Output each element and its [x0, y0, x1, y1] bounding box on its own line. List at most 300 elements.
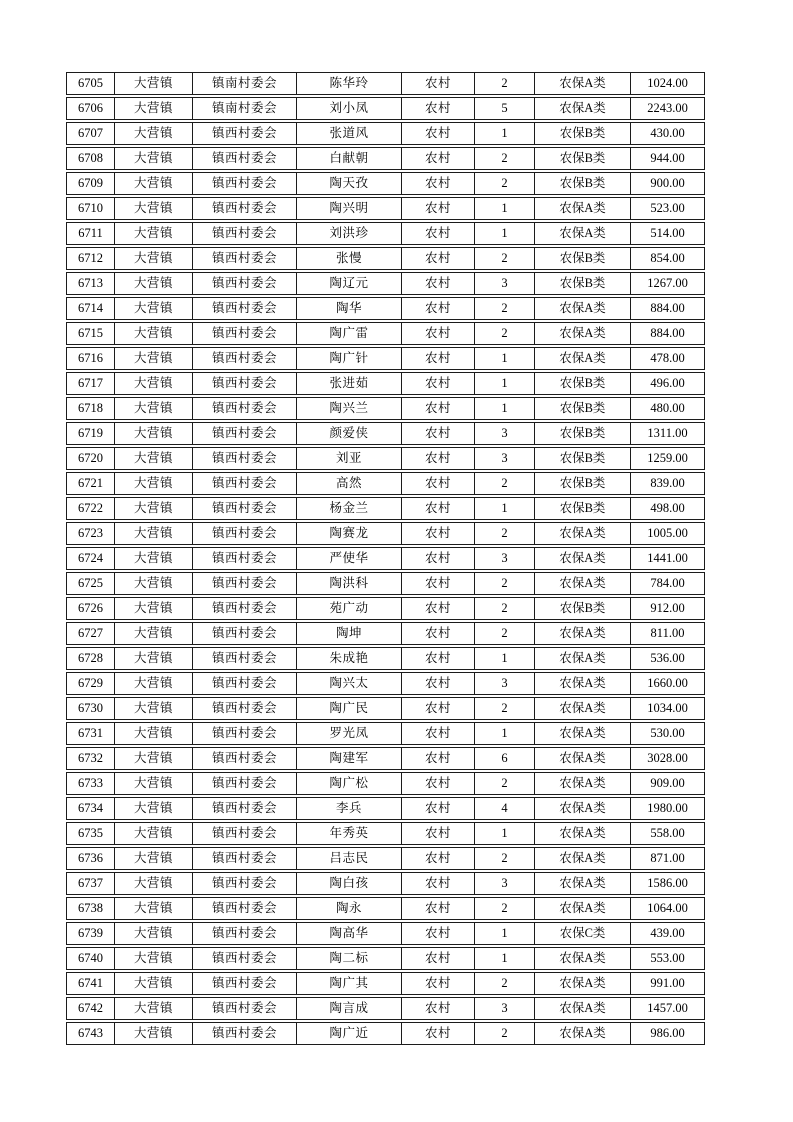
cell-count: 1 [474, 398, 534, 419]
cell-amount: 1267.00 [630, 273, 704, 294]
cell-category: 农保A类 [534, 723, 630, 744]
cell-amount: 854.00 [630, 248, 704, 269]
cell-town: 大营镇 [114, 773, 192, 794]
table-row [66, 772, 705, 795]
cell-seq: 6717 [78, 376, 103, 390]
cell-village: 镇西村委会 [192, 423, 296, 444]
cell-seq: 6706 [78, 101, 103, 115]
table-row [66, 347, 705, 370]
cell-category: 农保A类 [534, 198, 630, 219]
cell-amount: 811.00 [630, 623, 704, 644]
cell-amount: 1259.00 [630, 448, 704, 469]
cell-name: 刘洪珍 [296, 223, 401, 244]
cell-village: 镇西村委会 [192, 973, 296, 994]
cell-name: 杨金兰 [296, 498, 401, 519]
cell-count: 3 [474, 448, 534, 469]
cell-category: 农保A类 [534, 998, 630, 1019]
cell-amount: 884.00 [630, 323, 704, 344]
cell-village: 镇西村委会 [192, 573, 296, 594]
cell-name: 陶广针 [296, 348, 401, 369]
table-row [66, 872, 705, 895]
cell-residence: 农村 [401, 373, 474, 394]
cell-seq: 6715 [78, 326, 103, 340]
cell-town: 大营镇 [114, 873, 192, 894]
cell-category: 农保B类 [534, 148, 630, 169]
cell-count: 3 [474, 423, 534, 444]
cell-name: 白献朝 [296, 148, 401, 169]
table-row [66, 197, 705, 220]
cell-town: 大营镇 [114, 923, 192, 944]
cell-seq: 6731 [78, 726, 103, 740]
cell-village: 镇西村委会 [192, 473, 296, 494]
table-row [66, 947, 705, 970]
cell-village: 镇西村委会 [192, 123, 296, 144]
cell-seq: 6714 [78, 301, 103, 315]
cell-town: 大营镇 [114, 673, 192, 694]
cell-category: 农保C类 [534, 923, 630, 944]
cell-village: 镇西村委会 [192, 248, 296, 269]
cell-seq: 6743 [78, 1026, 103, 1040]
cell-count: 2 [474, 773, 534, 794]
cell-residence: 农村 [401, 798, 474, 819]
cell-residence: 农村 [401, 948, 474, 969]
cell-category: 农保A类 [534, 898, 630, 919]
cell-town: 大营镇 [114, 248, 192, 269]
cell-residence: 农村 [401, 473, 474, 494]
cell-name: 刘小凤 [296, 98, 401, 119]
cell-count: 2 [474, 573, 534, 594]
cell-seq: 6735 [78, 826, 103, 840]
cell-amount: 558.00 [630, 823, 704, 844]
cell-town: 大营镇 [114, 623, 192, 644]
cell-residence: 农村 [401, 623, 474, 644]
cell-residence: 农村 [401, 273, 474, 294]
cell-town: 大营镇 [114, 148, 192, 169]
cell-name: 罗光凤 [296, 723, 401, 744]
cell-amount: 1024.00 [630, 73, 704, 94]
cell-amount: 1980.00 [630, 798, 704, 819]
cell-name: 陶广松 [296, 773, 401, 794]
cell-category: 农保A类 [534, 648, 630, 669]
cell-village: 镇西村委会 [192, 823, 296, 844]
cell-amount: 944.00 [630, 148, 704, 169]
cell-residence: 农村 [401, 698, 474, 719]
cell-seq: 6734 [78, 801, 103, 815]
cell-count: 3 [474, 673, 534, 694]
cell-seq: 6709 [78, 176, 103, 190]
cell-residence: 农村 [401, 323, 474, 344]
cell-name: 朱成艳 [296, 648, 401, 669]
cell-seq: 6710 [78, 201, 103, 215]
table-row [66, 622, 705, 645]
cell-amount: 1005.00 [630, 523, 704, 544]
cell-village: 镇南村委会 [192, 73, 296, 94]
cell-name: 年秀英 [296, 823, 401, 844]
table-row [66, 472, 705, 495]
cell-village: 镇西村委会 [192, 998, 296, 1019]
cell-count: 3 [474, 273, 534, 294]
cell-category: 农保A类 [534, 298, 630, 319]
cell-count: 2 [474, 473, 534, 494]
cell-seq: 6720 [78, 451, 103, 465]
table-row [66, 597, 705, 620]
cell-category: 农保A类 [534, 698, 630, 719]
cell-residence: 农村 [401, 123, 474, 144]
cell-category: 农保A类 [534, 548, 630, 569]
cell-seq: 6733 [78, 776, 103, 790]
cell-town: 大营镇 [114, 273, 192, 294]
cell-count: 1 [474, 923, 534, 944]
cell-residence: 农村 [401, 648, 474, 669]
cell-town: 大营镇 [114, 973, 192, 994]
cell-name: 陶广民 [296, 698, 401, 719]
cell-town: 大营镇 [114, 698, 192, 719]
cell-name: 陶言成 [296, 998, 401, 1019]
cell-village: 镇西村委会 [192, 448, 296, 469]
cell-residence: 农村 [401, 723, 474, 744]
cell-count: 3 [474, 873, 534, 894]
cell-count: 1 [474, 198, 534, 219]
cell-category: 农保B类 [534, 248, 630, 269]
cell-town: 大营镇 [114, 823, 192, 844]
cell-village: 镇西村委会 [192, 498, 296, 519]
cell-seq: 6726 [78, 601, 103, 615]
cell-amount: 1586.00 [630, 873, 704, 894]
cell-category: 农保B类 [534, 598, 630, 619]
cell-category: 农保B类 [534, 473, 630, 494]
cell-town: 大营镇 [114, 223, 192, 244]
cell-name: 陶兴明 [296, 198, 401, 219]
cell-residence: 农村 [401, 898, 474, 919]
cell-residence: 农村 [401, 1023, 474, 1044]
cell-amount: 3028.00 [630, 748, 704, 769]
cell-count: 2 [474, 598, 534, 619]
cell-category: 农保A类 [534, 1023, 630, 1044]
cell-name: 陶广近 [296, 1023, 401, 1044]
cell-village: 镇西村委会 [192, 298, 296, 319]
cell-town: 大营镇 [114, 498, 192, 519]
cell-name: 颜爱侠 [296, 423, 401, 444]
cell-amount: 1311.00 [630, 423, 704, 444]
cell-seq: 6713 [78, 276, 103, 290]
cell-amount: 514.00 [630, 223, 704, 244]
cell-amount: 536.00 [630, 648, 704, 669]
cell-category: 农保A类 [534, 873, 630, 894]
cell-residence: 农村 [401, 573, 474, 594]
cell-count: 2 [474, 698, 534, 719]
cell-residence: 农村 [401, 148, 474, 169]
cell-count: 1 [474, 823, 534, 844]
cell-category: 农保A类 [534, 348, 630, 369]
cell-town: 大营镇 [114, 123, 192, 144]
table-row [66, 397, 705, 420]
cell-name: 陶广其 [296, 973, 401, 994]
cell-count: 4 [474, 798, 534, 819]
cell-category: 农保A类 [534, 948, 630, 969]
cell-residence: 农村 [401, 748, 474, 769]
table-row [66, 822, 705, 845]
cell-seq: 6708 [78, 151, 103, 165]
cell-amount: 871.00 [630, 848, 704, 869]
cell-category: 农保A类 [534, 623, 630, 644]
table-row [66, 497, 705, 520]
cell-town: 大营镇 [114, 548, 192, 569]
cell-town: 大营镇 [114, 73, 192, 94]
table-row [66, 297, 705, 320]
cell-residence: 农村 [401, 423, 474, 444]
cell-town: 大营镇 [114, 798, 192, 819]
cell-town: 大营镇 [114, 848, 192, 869]
records-table [66, 72, 705, 1047]
cell-amount: 986.00 [630, 1023, 704, 1044]
cell-amount: 1441.00 [630, 548, 704, 569]
cell-seq: 6718 [78, 401, 103, 415]
cell-count: 3 [474, 998, 534, 1019]
cell-category: 农保A类 [534, 823, 630, 844]
table-row [66, 1022, 705, 1045]
cell-category: 农保B类 [534, 448, 630, 469]
cell-name: 李兵 [296, 798, 401, 819]
cell-amount: 496.00 [630, 373, 704, 394]
cell-name: 陶辽元 [296, 273, 401, 294]
table-row [66, 897, 705, 920]
cell-residence: 农村 [401, 848, 474, 869]
cell-residence: 农村 [401, 173, 474, 194]
cell-amount: 1034.00 [630, 698, 704, 719]
cell-amount: 1457.00 [630, 998, 704, 1019]
cell-seq: 6730 [78, 701, 103, 715]
cell-village: 镇西村委会 [192, 148, 296, 169]
cell-amount: 884.00 [630, 298, 704, 319]
table-row [66, 647, 705, 670]
cell-seq: 6736 [78, 851, 103, 865]
cell-amount: 784.00 [630, 573, 704, 594]
cell-name: 陶建军 [296, 748, 401, 769]
cell-village: 镇西村委会 [192, 398, 296, 419]
table-row [66, 247, 705, 270]
cell-name: 苑广动 [296, 598, 401, 619]
cell-seq: 6711 [78, 226, 103, 240]
cell-residence: 农村 [401, 548, 474, 569]
cell-name: 严使华 [296, 548, 401, 569]
table-row [66, 722, 705, 745]
cell-seq: 6721 [78, 476, 103, 490]
cell-category: 农保A类 [534, 673, 630, 694]
cell-village: 镇西村委会 [192, 623, 296, 644]
cell-amount: 523.00 [630, 198, 704, 219]
cell-category: 农保A类 [534, 98, 630, 119]
table-row [66, 972, 705, 995]
cell-name: 陶高华 [296, 923, 401, 944]
cell-seq: 6729 [78, 676, 103, 690]
cell-category: 农保A类 [534, 773, 630, 794]
cell-amount: 839.00 [630, 473, 704, 494]
cell-count: 2 [474, 323, 534, 344]
table-row [66, 97, 705, 120]
cell-count: 6 [474, 748, 534, 769]
cell-category: 农保A类 [534, 748, 630, 769]
cell-town: 大营镇 [114, 298, 192, 319]
cell-seq: 6716 [78, 351, 103, 365]
cell-village: 镇西村委会 [192, 773, 296, 794]
cell-name: 陶兴太 [296, 673, 401, 694]
cell-count: 2 [474, 173, 534, 194]
cell-category: 农保A类 [534, 848, 630, 869]
cell-town: 大营镇 [114, 448, 192, 469]
cell-village: 镇西村委会 [192, 223, 296, 244]
cell-town: 大营镇 [114, 173, 192, 194]
cell-town: 大营镇 [114, 423, 192, 444]
cell-seq: 6705 [78, 76, 103, 90]
cell-seq: 6741 [78, 976, 103, 990]
table-row [66, 922, 705, 945]
cell-category: 农保B类 [534, 273, 630, 294]
cell-amount: 553.00 [630, 948, 704, 969]
cell-village: 镇西村委会 [192, 898, 296, 919]
cell-village: 镇西村委会 [192, 848, 296, 869]
cell-residence: 农村 [401, 248, 474, 269]
cell-count: 2 [474, 848, 534, 869]
cell-count: 2 [474, 623, 534, 644]
cell-name: 高然 [296, 473, 401, 494]
cell-amount: 478.00 [630, 348, 704, 369]
cell-seq: 6722 [78, 501, 103, 515]
table-row [66, 672, 705, 695]
cell-amount: 498.00 [630, 498, 704, 519]
cell-town: 大营镇 [114, 373, 192, 394]
cell-residence: 农村 [401, 348, 474, 369]
table-row [66, 147, 705, 170]
cell-category: 农保B类 [534, 423, 630, 444]
cell-town: 大营镇 [114, 348, 192, 369]
cell-category: 农保B类 [534, 398, 630, 419]
cell-town: 大营镇 [114, 948, 192, 969]
cell-count: 2 [474, 898, 534, 919]
table-row [66, 222, 705, 245]
table-row [66, 372, 705, 395]
cell-count: 2 [474, 973, 534, 994]
cell-seq: 6725 [78, 576, 103, 590]
cell-amount: 912.00 [630, 598, 704, 619]
table-row [66, 122, 705, 145]
cell-seq: 6739 [78, 926, 103, 940]
cell-category: 农保A类 [534, 523, 630, 544]
cell-town: 大营镇 [114, 473, 192, 494]
cell-village: 镇西村委会 [192, 923, 296, 944]
cell-category: 农保A类 [534, 223, 630, 244]
table-row [66, 572, 705, 595]
cell-amount: 430.00 [630, 123, 704, 144]
cell-count: 1 [474, 498, 534, 519]
table-row [66, 172, 705, 195]
cell-amount: 1660.00 [630, 673, 704, 694]
table-row [66, 547, 705, 570]
cell-name: 陶广雷 [296, 323, 401, 344]
table-row [66, 447, 705, 470]
cell-residence: 农村 [401, 673, 474, 694]
table-row [66, 272, 705, 295]
cell-residence: 农村 [401, 298, 474, 319]
cell-category: 农保B类 [534, 498, 630, 519]
table-row [66, 747, 705, 770]
cell-residence: 农村 [401, 923, 474, 944]
cell-residence: 农村 [401, 398, 474, 419]
cell-count: 2 [474, 523, 534, 544]
cell-seq: 6712 [78, 251, 103, 265]
cell-amount: 991.00 [630, 973, 704, 994]
table-row [66, 322, 705, 345]
cell-name: 陶永 [296, 898, 401, 919]
cell-count: 1 [474, 373, 534, 394]
cell-village: 镇西村委会 [192, 548, 296, 569]
cell-village: 镇西村委会 [192, 948, 296, 969]
table-row [66, 72, 705, 95]
cell-residence: 农村 [401, 823, 474, 844]
cell-name: 张道风 [296, 123, 401, 144]
cell-village: 镇西村委会 [192, 273, 296, 294]
cell-village: 镇西村委会 [192, 323, 296, 344]
cell-seq: 6724 [78, 551, 103, 565]
cell-town: 大营镇 [114, 573, 192, 594]
cell-count: 1 [474, 723, 534, 744]
cell-amount: 480.00 [630, 398, 704, 419]
cell-residence: 农村 [401, 873, 474, 894]
cell-category: 农保B类 [534, 173, 630, 194]
cell-amount: 909.00 [630, 773, 704, 794]
cell-village: 镇西村委会 [192, 198, 296, 219]
cell-village: 镇西村委会 [192, 698, 296, 719]
cell-town: 大营镇 [114, 1023, 192, 1044]
cell-name: 陶赛龙 [296, 523, 401, 544]
cell-village: 镇西村委会 [192, 723, 296, 744]
cell-category: 农保B类 [534, 373, 630, 394]
cell-count: 1 [474, 223, 534, 244]
cell-residence: 农村 [401, 498, 474, 519]
cell-amount: 1064.00 [630, 898, 704, 919]
cell-village: 镇西村委会 [192, 348, 296, 369]
cell-village: 镇西村委会 [192, 373, 296, 394]
cell-name: 陶兴兰 [296, 398, 401, 419]
cell-town: 大营镇 [114, 598, 192, 619]
cell-name: 陶华 [296, 298, 401, 319]
cell-residence: 农村 [401, 598, 474, 619]
table-row [66, 847, 705, 870]
table-row [66, 797, 705, 820]
cell-residence: 农村 [401, 98, 474, 119]
cell-count: 2 [474, 148, 534, 169]
cell-village: 镇西村委会 [192, 523, 296, 544]
cell-name: 张慢 [296, 248, 401, 269]
cell-town: 大营镇 [114, 723, 192, 744]
table-row [66, 697, 705, 720]
cell-seq: 6728 [78, 651, 103, 665]
cell-town: 大营镇 [114, 98, 192, 119]
cell-seq: 6738 [78, 901, 103, 915]
cell-category: 农保A类 [534, 73, 630, 94]
cell-seq: 6727 [78, 626, 103, 640]
cell-seq: 6737 [78, 876, 103, 890]
cell-village: 镇西村委会 [192, 798, 296, 819]
cell-name: 吕志民 [296, 848, 401, 869]
cell-count: 2 [474, 248, 534, 269]
cell-category: 农保B类 [534, 123, 630, 144]
cell-name: 陈华玲 [296, 73, 401, 94]
cell-seq: 6723 [78, 526, 103, 540]
cell-count: 1 [474, 648, 534, 669]
cell-residence: 农村 [401, 198, 474, 219]
cell-residence: 农村 [401, 73, 474, 94]
cell-village: 镇南村委会 [192, 98, 296, 119]
